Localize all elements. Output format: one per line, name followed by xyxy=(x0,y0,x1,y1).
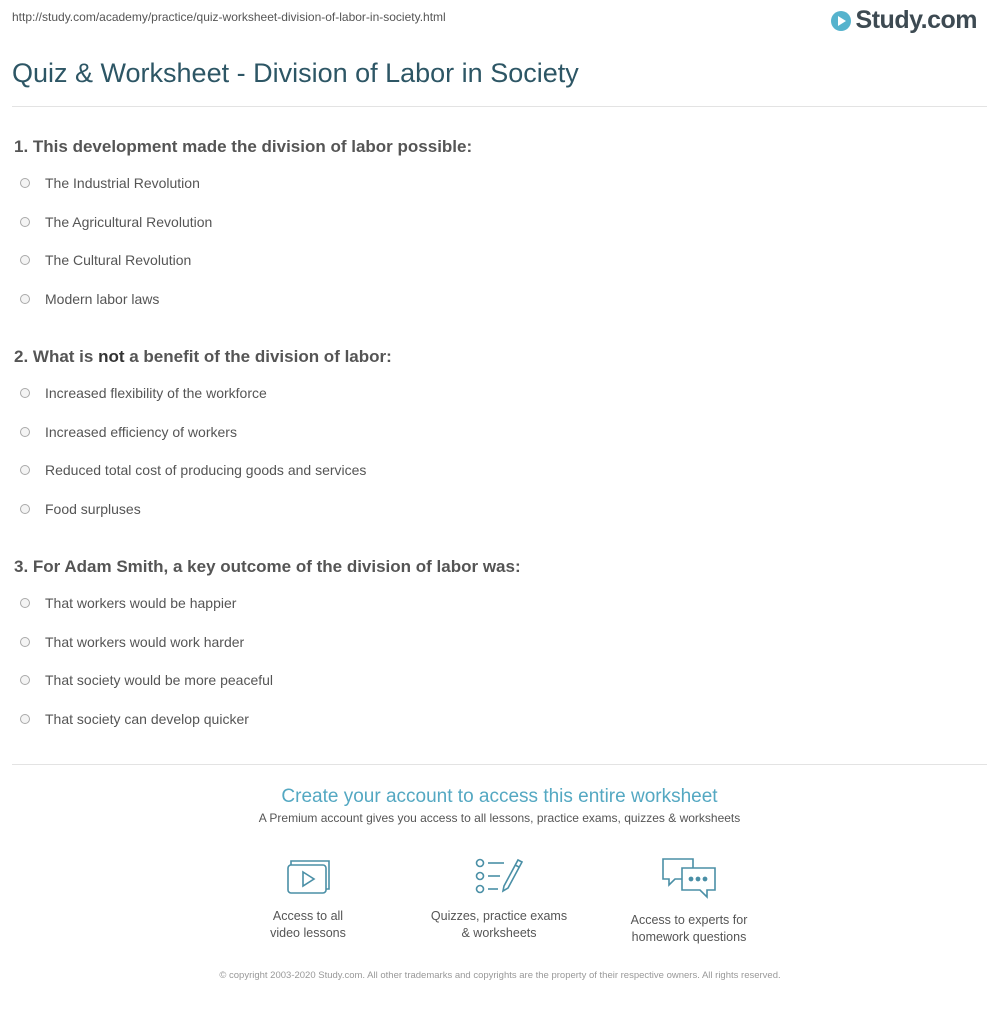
cta-divider xyxy=(12,764,987,765)
chat-bubbles-icon xyxy=(660,856,718,900)
cta-subtitle: A Premium account gives you access to all lessons, practice exams, quizzes & worksheets xyxy=(258,811,741,825)
feature-label: Access to experts for homework questions xyxy=(630,913,748,944)
answer-option[interactable] xyxy=(14,461,974,479)
option-label: That workers would work harder xyxy=(45,633,245,650)
radio-button[interactable] xyxy=(20,427,30,437)
radio-button[interactable] xyxy=(20,255,30,265)
radio-button[interactable] xyxy=(20,598,30,608)
question-3 xyxy=(14,557,974,748)
logo-text: Study.com xyxy=(855,6,977,34)
answer-option[interactable] xyxy=(14,500,974,518)
title-divider xyxy=(12,106,987,107)
question-1 xyxy=(14,137,974,328)
option-label: That workers would be happier xyxy=(45,595,237,611)
page-url: http://study.com/academy/practice/quiz-worksheet-division-of-labor-in-society.html xyxy=(12,10,446,24)
radio-button[interactable] xyxy=(20,388,30,398)
option-label: The Industrial Revolution xyxy=(45,175,200,191)
answer-option[interactable] xyxy=(14,290,974,308)
answer-options xyxy=(14,594,974,728)
study-logo[interactable] xyxy=(830,6,977,35)
question-2 xyxy=(14,347,974,538)
option-label: That society can develop quicker xyxy=(45,710,249,727)
radio-button[interactable] xyxy=(20,637,30,647)
option-label: Increased flexibility of the workforce xyxy=(45,385,267,401)
answer-options xyxy=(14,174,974,308)
answer-option[interactable] xyxy=(14,384,974,402)
quiz-list-icon xyxy=(474,856,524,896)
question-text: 1. This development made the division of labor possible: xyxy=(14,137,473,156)
question-text: 3. For Adam Smith, a key outcome of the division of labor was: xyxy=(14,557,521,576)
radio-button[interactable] xyxy=(20,504,30,514)
option-label: Modern labor laws xyxy=(45,290,160,307)
answer-option[interactable] xyxy=(14,213,974,231)
feature-experts xyxy=(599,856,779,946)
option-label: That society would be more peaceful xyxy=(45,672,274,688)
cta-title[interactable]: Create your account to access this entire worksheet xyxy=(281,786,718,807)
copyright-text: © copyright 2003-2020 Study.com. All other trademarks and copyrights are the property of their respective owners. All rights reserved. xyxy=(219,970,781,981)
answer-option[interactable] xyxy=(14,633,974,651)
radio-button[interactable] xyxy=(20,178,30,188)
answer-option[interactable] xyxy=(14,594,974,612)
video-lessons-icon xyxy=(285,856,331,896)
feature-quizzes xyxy=(409,856,589,942)
option-label: The Agricultural Revolution xyxy=(45,213,213,230)
feature-label: Access to all video lessons xyxy=(270,909,346,940)
radio-button[interactable] xyxy=(20,465,30,475)
feature-video-lessons xyxy=(218,856,398,942)
answer-option[interactable] xyxy=(14,423,974,441)
option-label: Reduced total cost of producing goods and services xyxy=(45,462,367,478)
option-label: Food surpluses xyxy=(45,500,141,517)
option-label: The Cultural Revolution xyxy=(45,252,192,268)
radio-button[interactable] xyxy=(20,714,30,724)
page-title: Quiz & Worksheet - Division of Labor in Society xyxy=(12,58,579,88)
answer-option[interactable] xyxy=(14,251,974,269)
answer-option[interactable] xyxy=(14,671,974,689)
feature-label: Quizzes, practice exams & worksheets xyxy=(430,909,568,940)
radio-button[interactable] xyxy=(20,217,30,227)
answer-option[interactable] xyxy=(14,174,974,192)
answer-option[interactable] xyxy=(14,710,974,728)
radio-button[interactable] xyxy=(20,294,30,304)
question-text: 2. What is not a benefit of the division of labor: xyxy=(14,347,392,366)
answer-options xyxy=(14,384,974,518)
radio-button[interactable] xyxy=(20,675,30,685)
play-circle-icon xyxy=(830,10,852,32)
option-label: Increased efficiency of workers xyxy=(45,423,237,440)
